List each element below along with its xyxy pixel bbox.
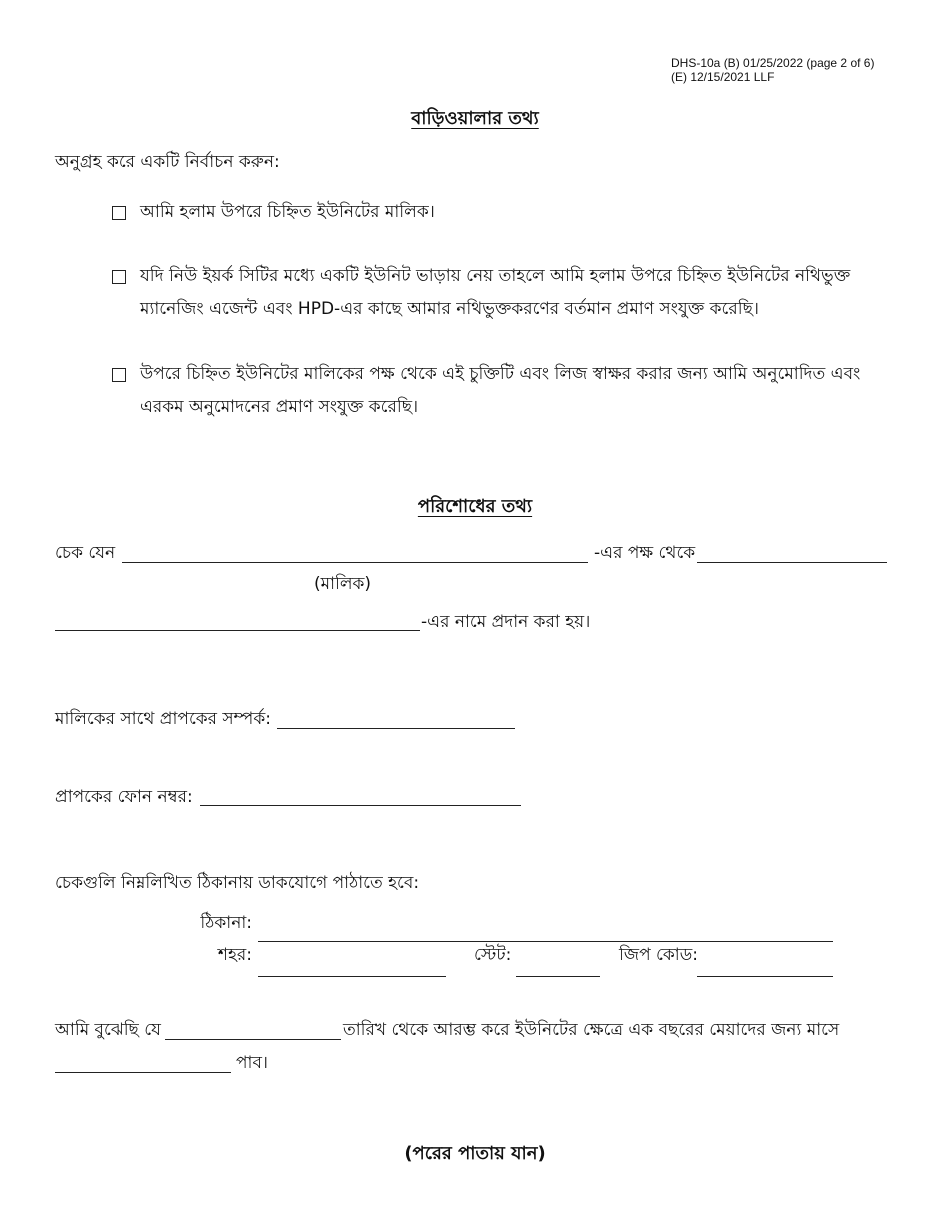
managing-agent-option-text: যদি নিউ ইয়র্ক সিটির মধ্যে একটি ইউনিট ভাড়ায় নেয় তাহলে আমি হলাম উপরে চিহ্নিত ইউনিটের নথিভুক্ত ম্যানেজিং এজেন্ট এবং HPD-এর কাছে আমার নথিভুক্তকরণের বর্তমান প্রমাণ সংযুক্ত করেছি। [140,266,851,319]
address-label: ঠিকানা: [200,913,252,933]
landlord-option-owner [112,200,872,229]
form-code-line1: DHS-10a (B) 01/25/2022 (page 2 of 6) [671,56,875,70]
on-behalf-label: -এর পক্ষ থেকে [594,543,696,563]
monthly-amount-field[interactable] [55,1072,231,1073]
relationship-label: মালিকের সাথে প্রাপকের সম্পর্ক: [55,709,271,729]
form-code [671,56,874,84]
understand-prefix: আমি বুঝেছি যে [55,1020,161,1040]
zip-label: জিপ কোড: [619,945,698,965]
continue-next-page: (পরের পাতায় যান) [404,1143,546,1164]
payee-name-field[interactable] [55,630,420,631]
city-label: শহর: [217,945,252,965]
owner-checkbox[interactable] [112,206,126,220]
landlord-section-title: বাড়িওয়ালার তথ্য [411,108,539,129]
owner-name-field[interactable] [122,562,588,563]
start-date-field[interactable] [165,1039,341,1040]
owner-caption: (মালিক) [314,574,372,594]
landlord-option-authorized [112,362,872,424]
relationship-field[interactable] [277,728,515,729]
mail-instruction: চেকগুলি নিম্নলিখিত ঠিকানায় ডাকযোগে পাঠাতে হবে: [55,873,420,893]
phone-label: প্রাপকের ফোন নম্বর: [55,787,193,807]
city-field[interactable] [258,976,446,977]
form-code-line2: (E) 12/15/2021 LLF [671,70,775,84]
payment-section-title: পরিশোধের তথ্য [417,496,533,517]
owner-option-text: আমি হলাম উপরে চিহ্নিত ইউনিটের মালিক। [140,202,435,222]
check-prefix-label: চেক যেন [55,543,116,563]
managing-agent-checkbox[interactable] [112,270,126,284]
state-label: স্টেট: [474,945,512,965]
landlord-instruction: অনুগ্রহ করে একটি নির্বাচন করুন: [55,152,280,172]
on-behalf-field[interactable] [697,562,887,563]
zip-field[interactable] [697,976,833,977]
understand-suffix: পাব। [236,1053,269,1073]
phone-field[interactable] [200,805,521,806]
authorized-option-text: উপরে চিহ্নিত ইউনিটের মালিকের পক্ষ থেকে এই চুক্তিটি এবং লিজ স্বাক্ষর করার জন্য আমি অনুমোদিত এবং এরকম অনুমোদনের প্রমাণ সংযুক্ত করেছি। [140,364,861,417]
authorized-checkbox[interactable] [112,368,126,382]
paid-to-label: -এর নামে প্রদান করা হয়। [421,612,591,632]
understand-middle: তারিখ থেকে আরম্ভ করে ইউনিটের ক্ষেত্রে এক বছরের মেয়াদের জন্য মাসে [343,1020,840,1040]
landlord-option-managing-agent [112,264,872,326]
state-field[interactable] [516,976,600,977]
address-field[interactable] [258,941,833,942]
